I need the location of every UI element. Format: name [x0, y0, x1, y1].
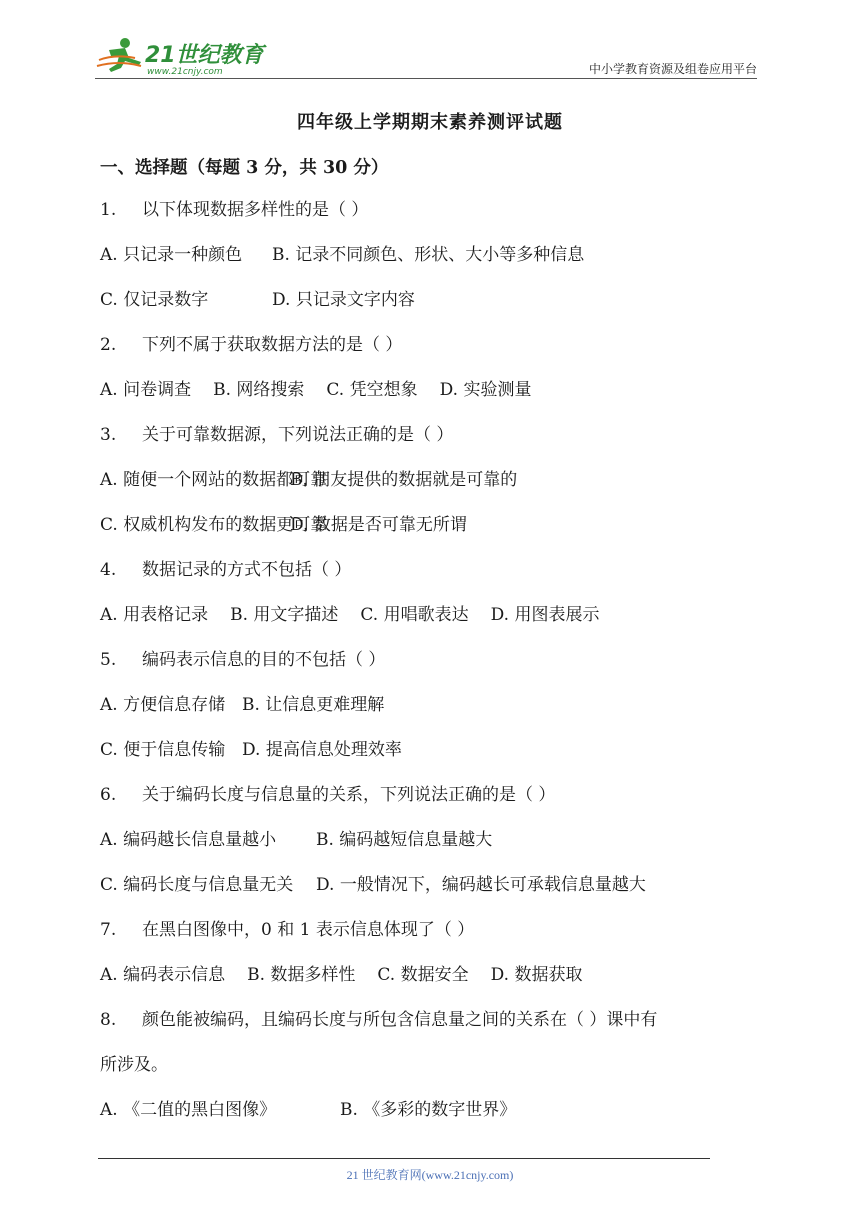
logo-url: www.21cnjy.com	[147, 67, 223, 76]
answer-option[interactable]: D. 数据获取	[490, 965, 583, 985]
runner-logo-icon	[95, 36, 270, 76]
question-number: 8.	[100, 1010, 117, 1030]
option-row	[100, 736, 770, 781]
site-logo[interactable]	[95, 36, 270, 76]
answer-option[interactable]: D. 只记录文字内容	[272, 290, 415, 310]
question-text: 编码表示信息的目的不包括（ ）	[142, 650, 386, 670]
question-stem	[100, 196, 770, 241]
answer-option[interactable]: B. 编码越短信息量越大	[316, 830, 493, 850]
question-stem	[100, 421, 770, 466]
question-number: 2.	[100, 335, 117, 355]
answer-option[interactable]: B. 记录不同颜色、形状、大小等多种信息	[272, 245, 585, 265]
question-number: 7.	[100, 920, 117, 940]
question-stem	[100, 781, 770, 826]
question-number: 5.	[100, 650, 117, 670]
option-row	[100, 376, 770, 421]
logo-text: 21世纪教育	[145, 43, 264, 68]
question-number: 3.	[100, 425, 117, 445]
question-text: 下列不属于获取数据方法的是（ ）	[142, 335, 403, 355]
option-row	[100, 1096, 770, 1141]
page-header	[95, 36, 757, 80]
question-number: 4.	[100, 560, 117, 580]
question-text: 以下体现数据多样性的是（ ）	[142, 200, 369, 220]
answer-option[interactable]: A. 随便一个网站的数据都可靠	[100, 470, 328, 490]
option-row	[100, 601, 770, 646]
answer-option[interactable]: A. 编码越长信息量越小	[100, 830, 277, 850]
answer-option[interactable]: B. 朋友提供的数据就是可靠的	[290, 470, 518, 490]
question-text: 关于编码长度与信息量的关系，下列说法正确的是（ ）	[142, 785, 556, 805]
question-text-continued: 所涉及。	[100, 1055, 168, 1075]
question-stem	[100, 1006, 770, 1051]
option-row	[100, 286, 770, 331]
question-stem	[100, 916, 770, 961]
answer-option[interactable]: C. 编码长度与信息量无关	[100, 875, 294, 895]
answer-option[interactable]: A. 编码表示信息	[100, 965, 226, 985]
header-divider	[95, 78, 757, 79]
answer-option[interactable]: A. 《二值的黑白图像》	[100, 1100, 277, 1120]
question-stem	[100, 331, 770, 376]
answer-option[interactable]: D. 实验测量	[439, 380, 532, 400]
answer-option[interactable]: A. 问卷调查	[100, 380, 192, 400]
section-heading: 一、选择题（每题 3 分，共 30 分）	[100, 158, 389, 178]
question-list	[100, 196, 770, 1141]
answer-option[interactable]: D. 一般情况下，编码越长可承载信息量越大	[316, 875, 646, 895]
question-stem	[100, 646, 770, 691]
answer-option[interactable]: B. 网络搜索	[213, 380, 305, 400]
option-row	[100, 241, 770, 286]
option-row	[100, 466, 770, 511]
answer-option[interactable]: B. 数据多样性	[247, 965, 356, 985]
question-text: 数据记录的方式不包括（ ）	[142, 560, 352, 580]
answer-option[interactable]: D. 数据是否可靠无所谓	[290, 515, 467, 535]
answer-option[interactable]: C. 便于信息传输	[100, 740, 226, 760]
question-text: 颜色能被编码，且编码长度与所包含信息量之间的关系在（ ）课中有	[142, 1010, 658, 1030]
footer-divider	[98, 1158, 710, 1159]
answer-option[interactable]: D. 提高信息处理效率	[242, 740, 402, 760]
answer-option[interactable]: C. 凭空想象	[326, 380, 418, 400]
answer-option[interactable]: B. 《多彩的数字世界》	[340, 1100, 517, 1120]
answer-option[interactable]: A. 只记录一种颜色	[100, 245, 243, 265]
option-row	[100, 871, 770, 916]
answer-option[interactable]: B. 用文字描述	[230, 605, 339, 625]
option-row	[100, 826, 770, 871]
header-tagline: 中小学教育资源及组卷应用平台	[588, 62, 757, 76]
answer-option[interactable]: C. 仅记录数字	[100, 290, 209, 310]
option-row	[100, 961, 770, 1006]
answer-option[interactable]: C. 数据安全	[377, 965, 469, 985]
answer-option[interactable]: B. 让信息更难理解	[242, 695, 385, 715]
question-stem	[100, 556, 770, 601]
question-text: 在黑白图像中，0 和 1 表示信息体现了（ ）	[142, 920, 475, 940]
answer-option[interactable]: A. 方便信息存储	[100, 695, 226, 715]
option-row	[100, 691, 770, 736]
answer-option[interactable]: D. 用图表展示	[490, 605, 600, 625]
answer-option[interactable]: C. 权威机构发布的数据更可靠	[100, 515, 328, 535]
answer-option[interactable]: A. 用表格记录	[100, 605, 209, 625]
answer-option[interactable]: C. 用唱歌表达	[360, 605, 469, 625]
question-number: 6.	[100, 785, 117, 805]
option-row	[100, 511, 770, 556]
question-text: 关于可靠数据源，下列说法正确的是（ ）	[142, 425, 454, 445]
question-number: 1.	[100, 200, 117, 220]
page-title: 四年级上学期期末素养测评试题	[297, 112, 563, 133]
footer-text[interactable]: 21 世纪教育网(www.21cnjy.com)	[346, 1168, 514, 1182]
